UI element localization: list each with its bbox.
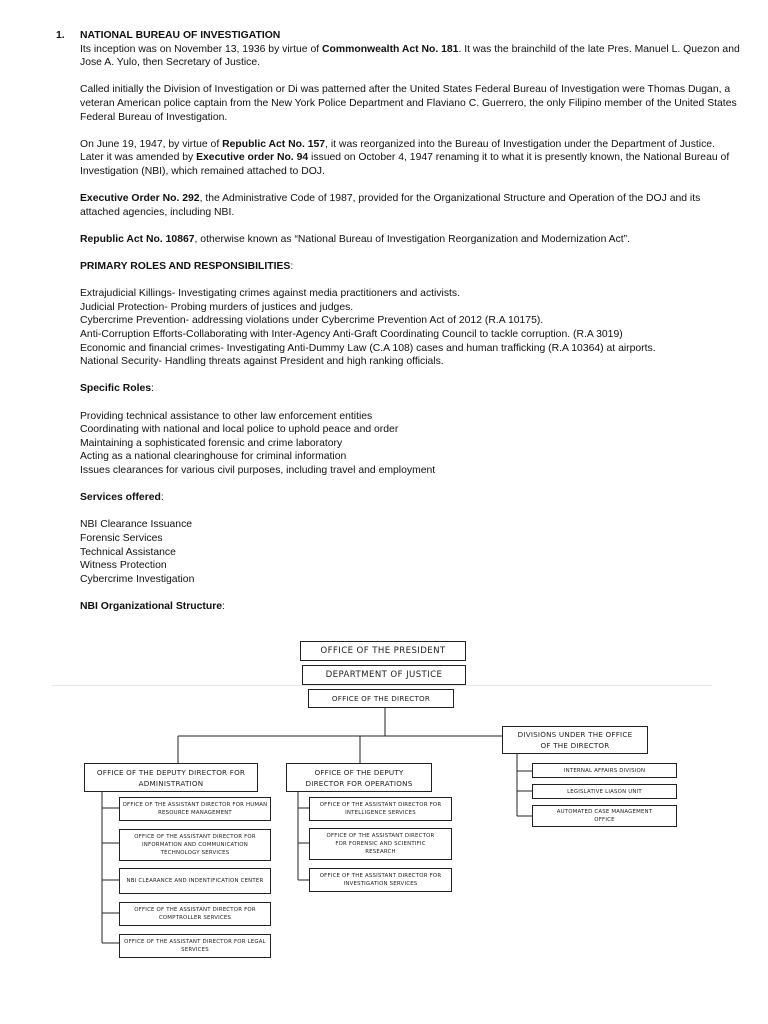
list-item: Economic and financial crimes- Investigating Anti-Dummy Law (C.A 108) cases and human trafficking (R.A 10364) at airports. [80, 342, 656, 354]
list-item: Providing technical assistance to other law enforcement entities [80, 410, 373, 422]
org-box-deputy-ops: OFFICE OF THE DEPUTY DIRECTOR FOR OPERATIONS [286, 763, 432, 792]
list-item: Cybercrime Investigation [80, 573, 195, 585]
title-text: NBI Organizational Structure [80, 600, 223, 612]
list-item: Maintaining a sophisticated forensic and crime laboratory [80, 437, 343, 449]
org-box-divisions: DIVISIONS UNDER THE OFFICE OF THE DIRECTOR [502, 726, 648, 754]
text-run: issued on October 4, 1947 renaming it to what it is presently known, the National Bureau of Investigation (NBI), which remained attached to DOJ. [80, 152, 730, 177]
org-box-ops-unit: OFFICE OF THE ASSISTANT DIRECTOR FOR INVESTIGATION SERVICES [309, 868, 452, 892]
specific-roles-title: Specific Roles: [80, 383, 154, 395]
org-box-admin-unit: OFFICE OF THE ASSISTANT DIRECTOR FOR INFORMATION AND COMMUNICATION TECHNOLOGY SERVICES [119, 829, 271, 861]
document-body [80, 29, 740, 627]
org-box-division-unit: INTERNAL AFFAIRS DIVISION [532, 763, 677, 778]
bold-run: Republic Act No. 157 [222, 138, 326, 150]
section-title: NATIONAL BUREAU OF INVESTIGATION [80, 30, 281, 41]
title-text: Services offered [80, 492, 161, 504]
org-box-admin-unit: OFFICE OF THE ASSISTANT DIRECTOR FOR HUMAN RESOURCE MANAGEMENT [119, 797, 271, 821]
text-run: , the Administrative Code of 1987, provided for the Organizational Structure and Operation of the DOJ and its attached agencies, including NBI. [80, 193, 701, 218]
org-box-deputy-admin: OFFICE OF THE DEPUTY DIRECTOR FOR ADMINISTRATION [84, 763, 258, 792]
list-item: Cybercrime Prevention- addressing violations under Cybercrime Prevention Act of 2012 (R.A 10175). [80, 315, 544, 327]
list-item: Witness Protection [80, 560, 167, 572]
list-item: Anti-Corruption Efforts-Collaborating with Inter-Agency Anti-Graft Coordinating Council to tackle corruption. (R.A 3019) [80, 329, 623, 341]
list-item: Coordinating with national and local police to uphold peace and order [80, 424, 399, 436]
list-item: Judicial Protection- Probing murders of justices and judges. [80, 301, 354, 313]
list-item: Issues clearances for various civil purposes, including travel and employment [80, 465, 436, 476]
paragraph-reorganization [80, 138, 740, 179]
org-box-admin-unit: OFFICE OF THE ASSISTANT DIRECTOR FOR COMPTROLLER SERVICES [119, 902, 271, 926]
specific-roles-list [80, 410, 740, 478]
text-run: . It was the brainchild of the late Pres. Manuel L. Quezon and Jose A. Yulo, then Secretary of Justice. [80, 43, 740, 69]
org-structure-title: NBI Organizational Structure: [80, 600, 225, 612]
org-box-director: OFFICE OF THE DIRECTOR [308, 689, 454, 708]
paragraph-origin: Called initially the Division of Investigation or Di was patterned after the United States Federal Bureau of Investigation were Thomas Dugan, a veteran American police captain from the New York Police Department and Flaviano C. Guerrero, the only Filipino member of the United States Federal Bureau of Investigation. [80, 84, 737, 123]
org-box-admin-unit: OFFICE OF THE ASSISTANT DIRECTOR FOR LEGAL SERVICES [119, 934, 271, 958]
services-list [80, 518, 740, 586]
list-item: NBI Clearance Issuance [80, 519, 193, 531]
org-box-division-unit: LEGISLATIVE LIASON UNIT [532, 784, 677, 799]
title-text: PRIMARY ROLES AND RESPONSIBILITIES [80, 261, 291, 273]
list-item: Forensic Services [80, 532, 163, 544]
org-box-president: OFFICE OF THE PRESIDENT [300, 641, 466, 661]
org-box-doj: DEPARTMENT OF JUSTICE [302, 665, 466, 685]
paragraph-eo292 [80, 192, 740, 219]
primary-roles-title: PRIMARY ROLES AND RESPONSIBILITIES: [80, 261, 294, 273]
org-chart [0, 630, 768, 960]
text-run: , it was reorganized into the Bureau of Investigation under the Department of Justice. Later it was amended by [80, 138, 715, 164]
list-item: Acting as a national clearinghouse for criminal information [80, 451, 347, 463]
org-box-ops-unit: OFFICE OF THE ASSISTANT DIRECTOR FOR FORENSIC AND SCIENTIFIC RESEARCH [309, 828, 452, 860]
title-text: Specific Roles [80, 383, 152, 395]
org-box-ops-unit: OFFICE OF THE ASSISTANT DIRECTOR FOR INTELLIGENCE SERVICES [309, 797, 452, 821]
list-item: Technical Assistance [80, 546, 176, 558]
list-item: Extrajudicial Killings- Investigating crimes against media practitioners and activists. [80, 288, 460, 300]
bold-run: Executive order No. 94 [196, 152, 309, 164]
section-number: 1. [56, 30, 65, 41]
bold-run: Republic Act No. 10867 [80, 233, 195, 245]
list-item: National Security- Handling threats against President and high ranking officials. [80, 356, 444, 368]
primary-roles-list [80, 287, 740, 369]
bold-run: Executive Order No. 292 [80, 193, 200, 205]
org-box-admin-unit: NBI CLEARANCE AND INDENTIFICATION CENTER [119, 868, 271, 894]
paragraph-inception [80, 43, 740, 70]
bold-run: Commonwealth Act No. 181 [322, 43, 459, 55]
paragraph-ra10867 [80, 233, 740, 247]
services-title: Services offered: [80, 492, 164, 504]
text-run: , otherwise known as “National Bureau of Investigation Reorganization and Modernization Act”. [194, 233, 631, 245]
text-run: Its inception was on November 13, 1936 by virtue of [80, 43, 323, 55]
org-box-division-unit: AUTOMATED CASE MANAGEMENT OFFICE [532, 805, 677, 827]
text-run: On June 19, 1947, by virtue of [80, 138, 223, 150]
